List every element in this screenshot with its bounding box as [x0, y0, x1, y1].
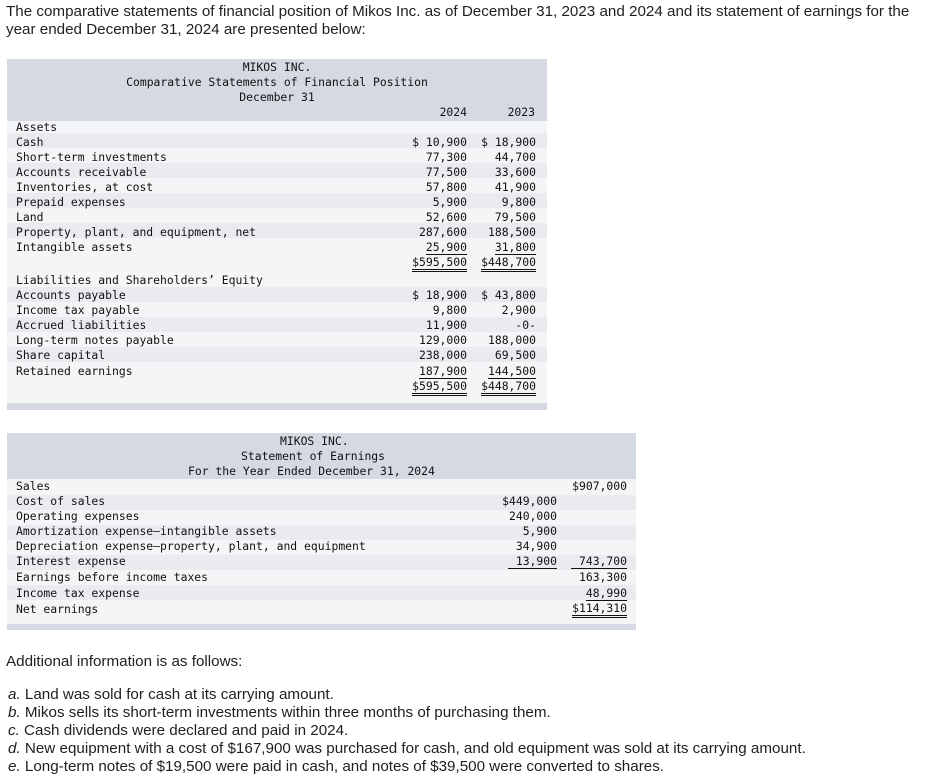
- expense-label: Operating expenses: [16, 509, 140, 523]
- liability-2024: 129,000: [418, 333, 467, 347]
- asset-2024: 5,900: [432, 195, 467, 209]
- liability-2023: -0-: [515, 318, 536, 332]
- asset-2023: 44,700: [494, 150, 536, 164]
- expense-value: 13,900: [508, 554, 557, 569]
- tax-value: 48,990: [585, 586, 627, 600]
- asset-2024: 57,800: [425, 180, 467, 194]
- total-expenses: 743,700: [571, 554, 627, 569]
- liability-2024: 9,800: [432, 303, 467, 317]
- note-item: [8, 722, 938, 740]
- asset-label: Prepaid expenses: [16, 195, 126, 209]
- liabilities-heading: Liabilities and Shareholders’ Equity: [16, 273, 263, 287]
- sales-label: Sales: [16, 479, 51, 493]
- asset-label: Land: [16, 210, 44, 224]
- assets-total-2023: $448,700: [481, 255, 536, 272]
- asset-2024: $ 10,900: [412, 135, 467, 149]
- additional-notes: [8, 686, 938, 776]
- asset-label: Intangible assets: [16, 240, 133, 254]
- note-letter: d.: [8, 740, 21, 757]
- liability-label: Long-term notes payable: [16, 333, 174, 347]
- fp-col-2024: 2024: [439, 105, 467, 119]
- ebt-value: 163,300: [578, 570, 627, 584]
- asset-label: Inventories, at cost: [16, 180, 154, 194]
- fp-company: MIKOS INC.: [242, 60, 312, 74]
- liab-total-2023: $448,700: [481, 379, 536, 396]
- net-label: Net earnings: [16, 602, 99, 616]
- liab-total-2024: $595,500: [412, 379, 467, 396]
- es-period: For the Year Ended December 31, 2024: [188, 464, 435, 478]
- note-text: Land was sold for cash at its carrying amount.: [20, 686, 334, 703]
- liability-2024: 11,900: [425, 318, 467, 332]
- intro-paragraph: The comparative statements of financial position of Mikos Inc. as of December 31, 2023 and 2024 and its statement of earnings for the year ended December 31, 2024 are presented below:: [6, 3, 910, 38]
- asset-2023: 33,600: [494, 165, 536, 179]
- liability-label: Share capital: [16, 348, 106, 362]
- liability-2024: $ 18,900: [412, 288, 467, 302]
- liability-2023: 144,500: [487, 364, 536, 378]
- asset-2023: 188,500: [487, 225, 536, 239]
- note-text: Long-term notes of $19,500 were paid in cash, and notes of $39,500 were converted to shares.: [20, 758, 665, 775]
- sales-value: $907,000: [572, 479, 627, 493]
- note-item: [8, 686, 938, 704]
- fp-col-2023: 2023: [507, 105, 535, 119]
- asset-2023: 9,800: [501, 195, 536, 209]
- note-letter: a.: [8, 686, 21, 703]
- expense-value: 34,900: [515, 539, 557, 553]
- ebt-label: Earnings before income taxes: [16, 570, 209, 584]
- es-title: Statement of Earnings: [241, 449, 386, 463]
- note-letter: b.: [8, 704, 21, 721]
- liability-label: Accrued liabilities: [16, 318, 147, 332]
- expense-value: $449,000: [502, 494, 557, 508]
- asset-label: Property, plant, and equipment, net: [16, 225, 257, 239]
- liability-label: Accounts payable: [16, 288, 126, 302]
- asset-label: Accounts receivable: [16, 165, 147, 179]
- note-text: Mikos sells its short-term investments within three months of purchasing them.: [20, 704, 551, 721]
- asset-2024: 77,500: [425, 165, 467, 179]
- fp-title: Comparative Statements of Financial Position: [126, 75, 428, 89]
- expense-label: Interest expense: [16, 554, 126, 568]
- note-item: [8, 740, 938, 758]
- asset-2023: 79,500: [494, 210, 536, 224]
- net-value: $114,310: [572, 601, 627, 618]
- asset-2024: 287,600: [418, 225, 467, 239]
- asset-2024: 52,600: [425, 210, 467, 224]
- expense-label: Amortization expense—intangible assets: [16, 524, 277, 538]
- asset-2024: 25,900: [425, 240, 467, 254]
- note-letter: e.: [8, 758, 21, 775]
- asset-label: Cash: [16, 135, 44, 149]
- es-company: MIKOS INC.: [280, 434, 349, 448]
- liability-2023: 188,000: [487, 333, 536, 347]
- liability-2024: 238,000: [418, 348, 467, 362]
- expense-value: 240,000: [508, 509, 557, 523]
- note-letter: c.: [8, 722, 20, 739]
- liability-label: Income tax payable: [16, 303, 140, 317]
- additional-heading: Additional information is as follows:: [6, 653, 243, 670]
- note-text: Cash dividends were declared and paid in 2024.: [19, 722, 349, 739]
- note-item: [8, 704, 938, 722]
- asset-2023: 41,900: [494, 180, 536, 194]
- note-text: New equipment with a cost of $167,900 was purchased for cash, and old equipment was sold at its carrying amount.: [20, 740, 806, 757]
- note-item: [8, 758, 938, 776]
- assets-total-2024: $595,500: [412, 255, 467, 272]
- liability-2023: 69,500: [494, 348, 536, 362]
- asset-2024: 77,300: [425, 150, 467, 164]
- liability-2024: 187,900: [418, 364, 467, 378]
- expense-label: Depreciation expense—property, plant, and equipment: [16, 539, 366, 553]
- liability-label: Retained earnings: [16, 364, 133, 378]
- expense-value: 5,900: [522, 524, 557, 538]
- liability-2023: $ 43,800: [481, 288, 536, 302]
- tax-label: Income tax expense: [16, 586, 140, 600]
- asset-2023: $ 18,900: [481, 135, 536, 149]
- asset-2023: 31,800: [494, 240, 536, 254]
- financial-position-table: [7, 59, 547, 410]
- liability-2023: 2,900: [501, 303, 536, 317]
- expense-label: Cost of sales: [16, 494, 106, 508]
- earnings-table: [7, 433, 636, 630]
- asset-label: Short-term investments: [16, 150, 167, 164]
- assets-heading: Assets: [16, 120, 58, 134]
- fp-date: December 31: [239, 90, 315, 104]
